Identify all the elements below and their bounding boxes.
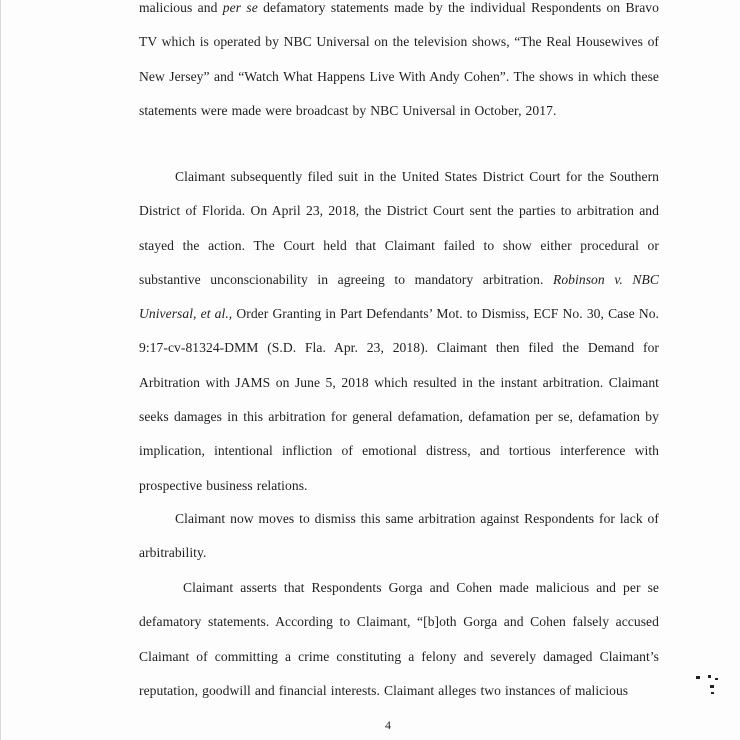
text-segment: Claimant asserts that Respondents Gorga and Cohen made malicious and per se defamatory statements. According to Claimant, “[b]oth Gorga and Cohen falsely accused Claimant of committing a crime constituting a felony and severely damaged Claimant’s reputation, goodwill and financial interests. Claimant alleges two instances of malicious (139, 580, 659, 698)
paragraph-claimant-assertions (139, 571, 659, 708)
text-segment: defamatory statements made by the individual Respondents on Bravo TV which is operated by NBC Universal on the television shows, “The Real Housewives of New Jersey” and “Watch What Happens Live With Andy Cohen”. The shows in which these statements were made were broadcast by NBC Universal in October, 2017. (139, 0, 659, 118)
paragraph-block-2 (139, 160, 659, 503)
page-number: 4 (385, 718, 391, 732)
paragraph-block-3 (139, 502, 659, 571)
text-segment: malicious and (139, 0, 223, 15)
paragraph-intro-continuation (139, 0, 659, 128)
case-citation: Robinson v. NBC Universal, et al. (139, 271, 659, 322)
scan-edge-line (0, 0, 1, 740)
paragraph-procedural-history (139, 160, 659, 503)
paragraph-motion-to-dismiss (139, 502, 659, 571)
scan-artifact-marks (696, 674, 720, 696)
text-segment: Claimant subsequently filed suit in the United States District Court for the Southern District of Florida. On April 23, 2018, the District Court sent the parties to arbitration and stayed the action. The Court held that Claimant failed to show either procedural or substantive unconscionability in agreeing to mandatory arbitration. (139, 169, 659, 287)
italic-segment: per se (222, 0, 258, 15)
paragraph-block-1 (139, 0, 659, 128)
text-segment: , Order Granting in Part Defendants’ Mot. to Dismiss, ECF No. 30, Case No. 9:17-cv-81324-DMM (S.D. Fla. Apr. 23, 2018). Claimant then filed the Demand for Arbitration with JAMS on June 5, 2018 which resulted in the instant arbitration. Claimant seeks damages in this arbitration for general defamation, defamation per se, defamation by implication, intentional infliction of emotional distress, and tortious interference with prospective business relations. (139, 306, 659, 493)
text-segment: Claimant now moves to dismiss this same arbitration against Respondents for lack of arbitrability. (139, 511, 659, 561)
paragraph-block-4 (139, 571, 659, 708)
